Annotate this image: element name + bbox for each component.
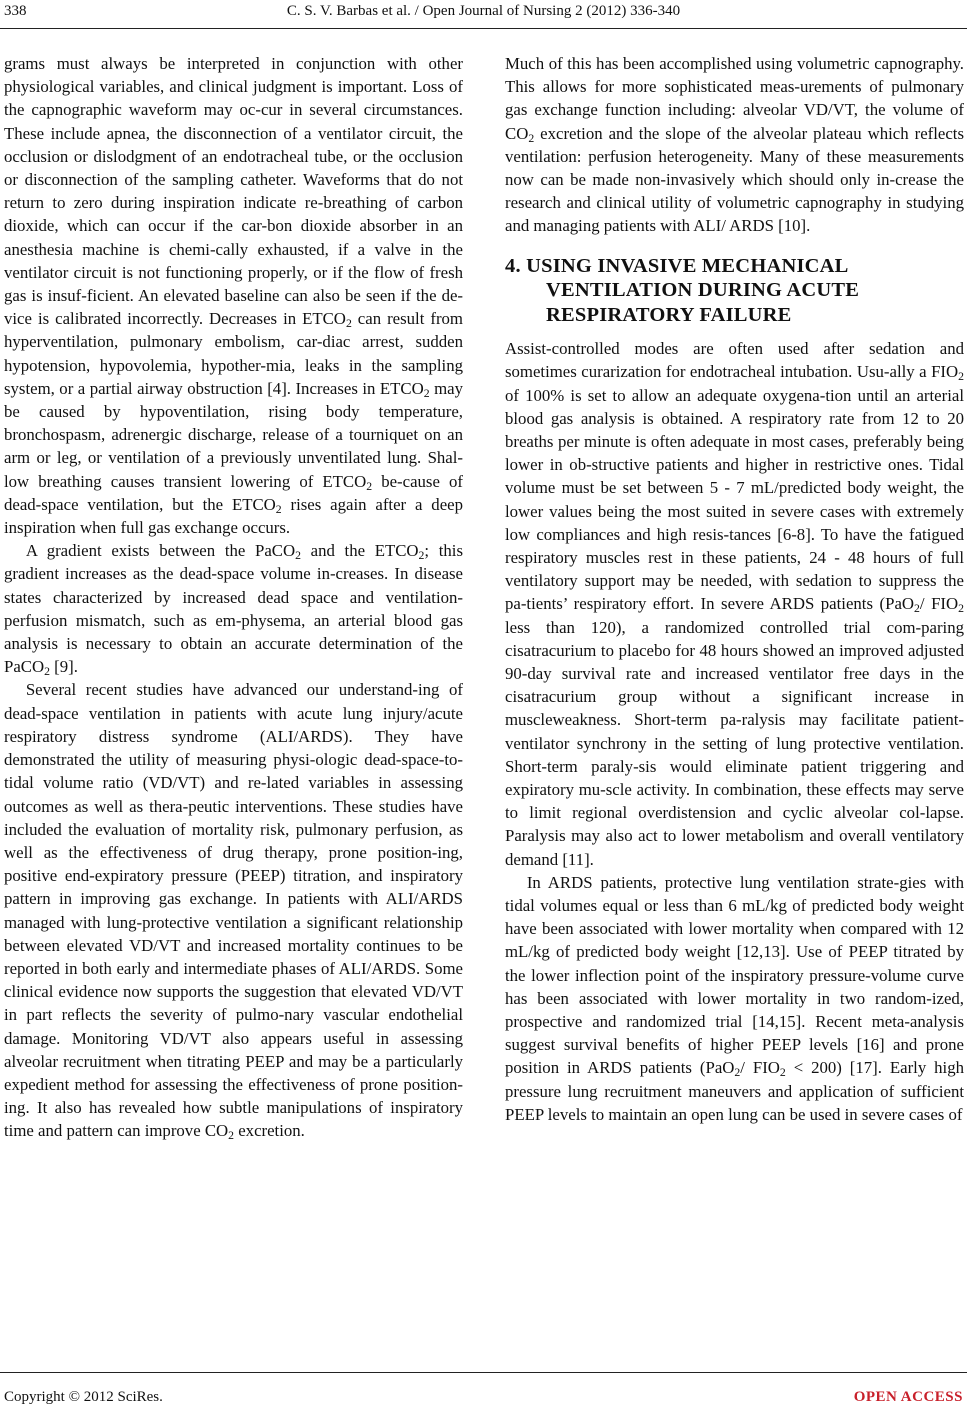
- body-paragraph: A gradient exists between the PaCO$_2$ and the $ETCO_2$; this gradient increases as the dead-space volume in-creases. In disease states characterized by increased dead space and ventilation-perfusion mismatch, such as em-physema, an arterial blood gas analysis is necessary to obtain an accurate determination of the PaCO$_2$ [9].: [4, 541, 463, 679]
- page-number: 338: [4, 3, 27, 19]
- copyright-notice: Copyright © 2012 SciRes.: [4, 1389, 163, 1405]
- running-title: C. S. V. Barbas et al. / Open Journal of Nursing 2 (2012) 336-340: [286, 3, 681, 19]
- body-paragraph: Assist-controlled modes are often used after sedation and sometimes curarization for endotracheal intubation. Usu-ally a $FIO_2$ of 100% is set to allow an adequate oxygena-tion until an arterial blood gas analysis is obtained. A respiratory rate from 12 to 20 breaths per minute is often adequate in most cases, preferably being lower in ob-structive patients and higher in restrictive ones. Tidal volume must be set between 5 - 7 mL/predicted body weight, the lower values being the most suited in severe cases with extremely low compliances and high resis-tances [6-8]. To have the fatigued respiratory muscles rest in these patients, 24 - 48 hours of full ventilatory support may be needed, with sedation to suppress the pa-tients’ respiratory effort. In severe ARDS patients (PaO$_2$/ $FIO_2$ less than 120), a randomized controlled trial com-paring cisatracurium to placebo for 48 hours showed an improved adjusted 90-day survival rate and increased ventilator free days in the cisatracurium group without a significant increase in muscleweakness. Short-term pa-ralysis may facilitate patient-ventilator synchrony in the setting of lung protective ventilation. Short-term paraly-sis would eliminate patient triggering and expiratory mu-scle activity. In combination, these effects may serve to limit regional overdistension and cyclic alveolar col-lapse. Paralysis may also act to lower metabolism and overall ventilatory demand [11].: [505, 339, 964, 869]
- open-access-label: OPEN ACCESS: [853, 1389, 963, 1405]
- running-header: [0, 0, 967, 29]
- page-footer: [0, 1372, 967, 1409]
- right-column: [505, 52, 964, 1126]
- body-paragraph: Much of this has been accomplished using volumetric capnography. This allows for more sophisticated meas-urements of pulmonary gas exchange function including: alveolar VD/VT, the volume of $CO_2$ excretion and the slope of the alveolar plateau which reflects ventilation: perfusion heterogeneity. Many of these measurements now can be made non-invasively which should only in-crease the research and clinical utility of volumetric capnography in studying and managing patients with ALI/ ARDS [10].: [505, 54, 964, 236]
- body-paragraph: In ARDS patients, protective lung ventilation strate-gies with tidal volumes equal or less than 6 mL/kg of predicted body weight have been associated with lower mortality when compared with 12 mL/kg of predicted body weight [12,13]. Use of PEEP titrated by the lower inflection point of the inspiratory pressure-volume curve has been associated with lower mortality in two random-ized, prospective and randomized trial [14,15]. Recent meta-analysis suggest survival benefits of higher PEEP levels [16] and prone position in ARDS patients (PaO$_2$/ $FIO_2 < 200$) [17]. Early high pressure lung recruitment maneuvers and application of sufficient PEEP levels to maintain an open lung can be used in severe cases of: [505, 872, 964, 1124]
- section-heading: 4. USING INVASIVE MECHANICAL VENTILATION DURING ACUTE RESPIRATORY FAILURE: [505, 254, 860, 326]
- body-paragraph: grams must always be interpreted in conjunction with other physiological variables, and clinical judgment is important. Loss of the capnographic waveform may oc-cur in several circumstances. These include apnea, the disconnection of a ventilator circuit, the occlusion or dislodgment of an endotracheal tube, or the occlusion or disconnection of the sampling catheter. Waveforms that do not return to zero during inspiration indicate re-breathing of carbon dioxide, which can occur if the car-bon dioxide absorber in an anesthesia machine is chemi-cally exhausted, if a valve in the ventilator circuit is not functioning properly, or if the flow of fresh gas is insuf-ficient. An elevated baseline can also be seen if the de-vice is calibrated incorrectly. Decreases in $ETCO_2$ can result from hyperventilation, pulmonary embolism, car-diac arrest, sudden hypotension, hypovolemia, hypother-mia, leaks in the sampling system, or a partial airway obstruction [4]. Increases in $ETCO_2$ may be caused by hypoventilation, rising body temperature, bronchospasm, adrenergic discharge, release of a tourniquet on an arm or leg, or ventilation of a previously unventilated lung. Shal-low breathing causes transient lowering of $ETCO_2$ be-cause of dead-space ventilation, but the $ETCO_2$ rises again after a deep inspiration when full gas exchange occurs.: [4, 54, 463, 538]
- body-paragraph: Several recent studies have advanced our understand-ing of dead-space ventilation in patients with acute lung injury/acute respiratory distress syndrome (ALI/ARDS). They have demonstrated the utility of measuring physi-ologic dead-space-to-tidal volume ratio (VD/VT) and re-lated variables in assessing outcomes as well as thera-peutic interventions. These studies have included the evaluation of mortality risk, pulmonary perfusion, as well as the effectiveness of drug therapy, prone position-ing, positive end-expiratory pressure (PEEP) titration, and inspiratory pattern in improving gas exchange. In patients with ALI/ARDS managed with lung-protective ventilation a significant relationship between elevated VD/VT and increased mortality continues to be reported in both early and intermediate phases of ALI/ARDS. Some clinical evidence now supports the suggestion that elevated VD/VT in part reflects the severity of pulmo-nary vascular endothelial damage. Monitoring VD/VT also appears useful in assessing alveolar recruitment when titrating PEEP and may be a particularly expedient method for assessing the effectiveness of prone position-ing. It also has revealed how subtle manipulations of inspiratory time and pattern can improve $CO_2$ excretion.: [4, 680, 463, 1143]
- left-column: [4, 52, 463, 1143]
